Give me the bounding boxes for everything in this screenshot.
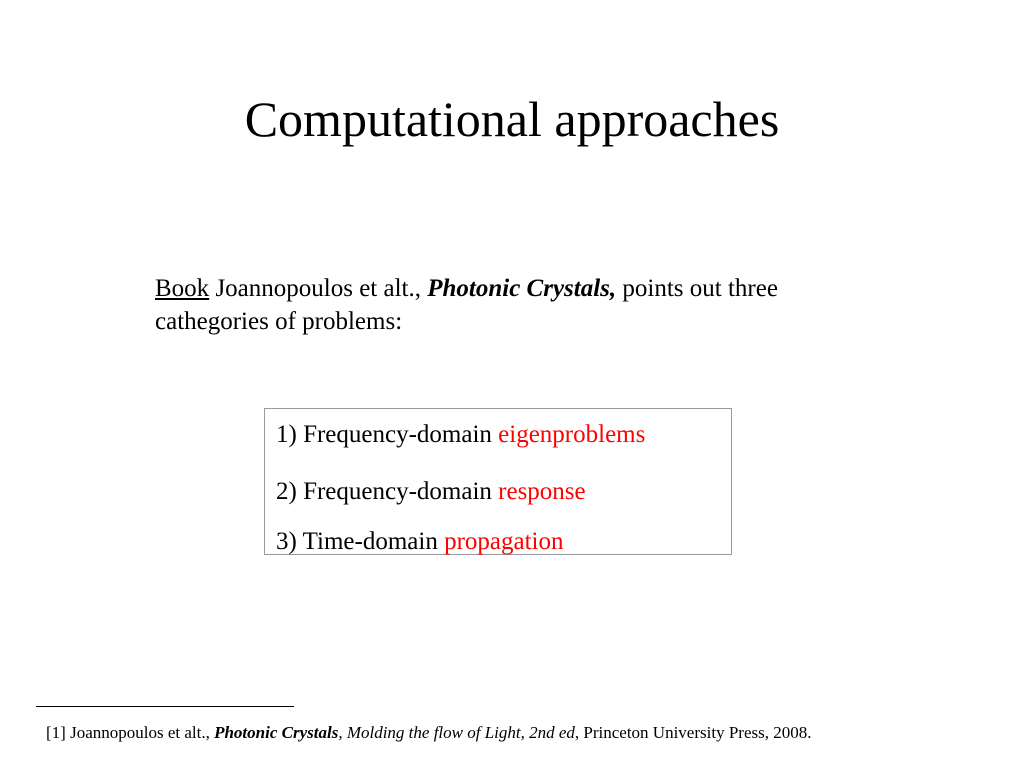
problem-item-eigenproblems	[276, 417, 731, 467]
slide-title: Computational approaches	[244, 91, 780, 147]
problem-accent: response	[498, 478, 586, 505]
footnote-reference	[46, 722, 811, 744]
footnote-subtitle: , Molding the flow of Light, 2nd ed	[338, 723, 575, 742]
problem-prefix: 2) Frequency-domain	[276, 478, 499, 505]
footnote-publisher: , Princeton University Press, 2008.	[574, 723, 812, 742]
intro-paragraph	[155, 272, 835, 338]
intro-rest: points out three cathegories of problems:	[155, 275, 778, 335]
problem-categories-box	[264, 408, 732, 555]
footnote-divider	[36, 706, 294, 707]
problem-item-response	[276, 467, 731, 517]
problem-prefix: 1) Frequency-domain	[276, 421, 499, 448]
problem-prefix: 3) Time-domain	[276, 528, 445, 555]
problem-accent: propagation	[444, 528, 564, 555]
footnote-marker: [1] Joannopoulos et alt.,	[46, 723, 215, 742]
problem-item-propagation	[276, 517, 731, 567]
problem-accent: eigenproblems	[498, 421, 646, 448]
intro-book-title: Photonic Crystals,	[427, 275, 617, 302]
intro-authors: Joannopoulos et alt.,	[209, 275, 428, 302]
footnote-title: Photonic Crystals	[214, 723, 339, 742]
book-link[interactable]: Book	[155, 275, 210, 302]
